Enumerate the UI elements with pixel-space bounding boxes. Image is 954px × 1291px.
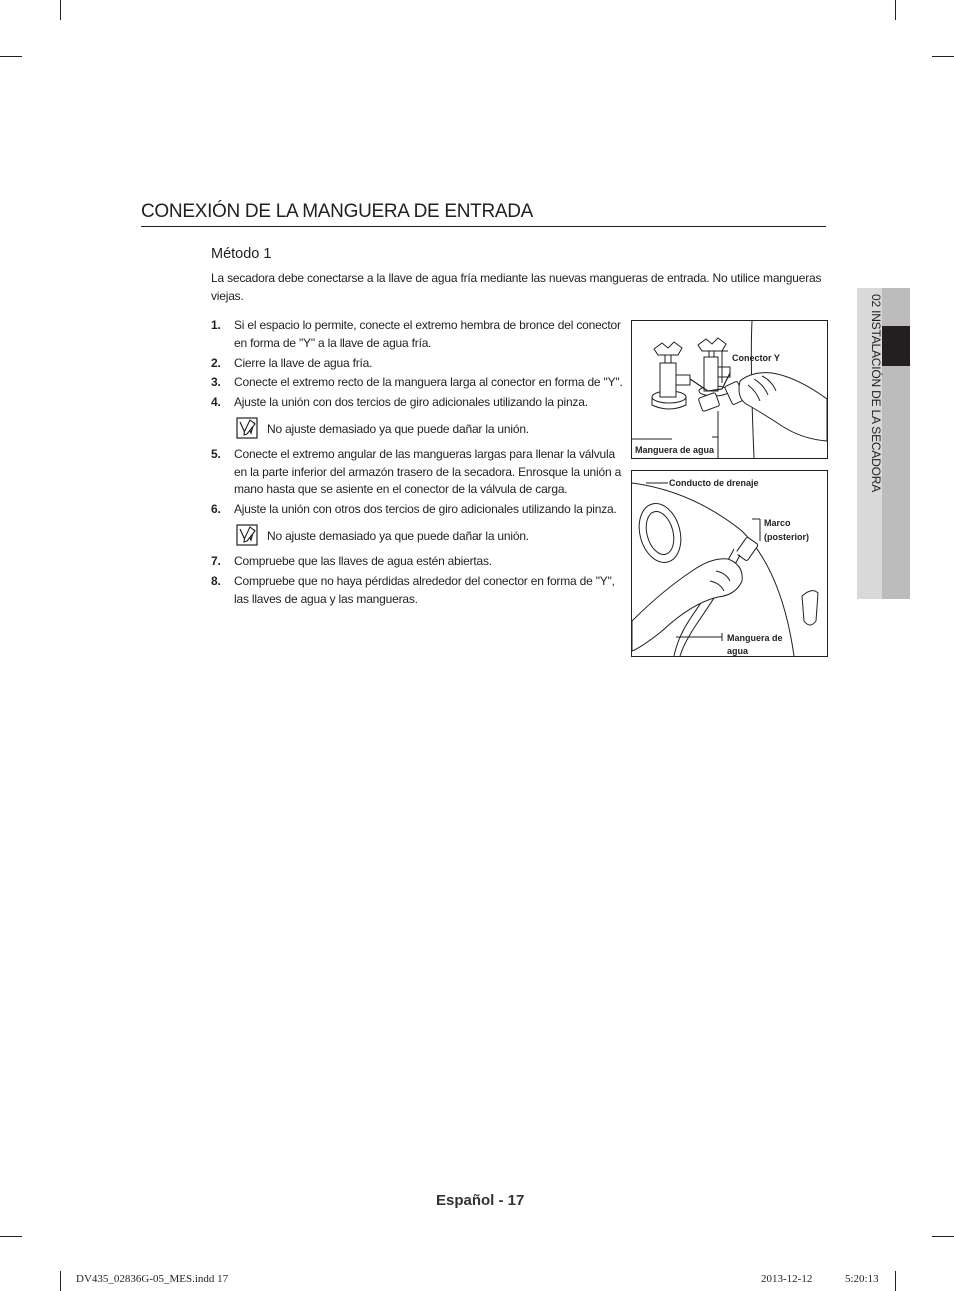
crop-mark (932, 1236, 954, 1237)
crop-mark (932, 56, 954, 57)
section-title: CONEXIÓN DE LA MANGUERA DE ENTRADA (141, 201, 826, 227)
step-line: Compruebe que no haya pérdidas alrededor del conector en forma de "Y", (234, 574, 615, 588)
note-text: No ajuste demasiado ya que puede dañar la unión. (267, 529, 529, 543)
intro-paragraph: La secadora debe conectarse a la llave de agua fría mediante las nuevas mangueras de entrada. No utilice mangueras viejas. (211, 271, 822, 303)
label-frame-rear: (posterior) (764, 532, 809, 542)
step-text (234, 501, 617, 519)
step-number: 7. (211, 554, 221, 568)
step-number: 1. (211, 318, 221, 332)
label-water-hose-2: Manguera de (727, 633, 783, 643)
step-line: las llaves de agua y las mangueras. (234, 591, 418, 606)
label-water-hose-2b: agua (727, 646, 749, 656)
step-text (234, 553, 492, 571)
step-line: Conecte el extremo angular de las mangueras largas para llenar la válvula (234, 447, 615, 461)
footer-date: 2013-12-12 (761, 1273, 813, 1285)
step-number: 8. (211, 574, 221, 588)
step-text (234, 446, 621, 499)
footer-file: DV435_02836G-05_MES.indd 17 (76, 1273, 229, 1285)
note-pencil-icon (236, 524, 258, 546)
step-line: Conecte el extremo recto de la manguera larga al conector en forma de "Y". (234, 375, 623, 389)
step-line: Ajuste la unión con dos tercios de giro adicionales utilizando la pinza. (234, 395, 588, 409)
label-y-connector: Conector Y (732, 353, 780, 363)
dryer-hose-illustration (632, 471, 827, 656)
figure-y-connector (631, 320, 828, 459)
page-number: Español - 17 (436, 1192, 525, 1209)
crop-mark (895, 0, 896, 20)
step-number: 6. (211, 502, 221, 516)
note-text: No ajuste demasiado ya que puede dañar la unión. (267, 422, 529, 436)
note-pencil-icon (236, 417, 258, 439)
step-line: en forma de "Y" a la llave de agua fría. (234, 335, 432, 350)
method-heading: Método 1 (211, 246, 272, 262)
leader-line (632, 321, 827, 458)
crop-mark (895, 1271, 896, 1291)
step-text (234, 374, 623, 392)
crop-mark (0, 1236, 22, 1237)
step-number: 4. (211, 395, 221, 409)
step-text (234, 355, 372, 373)
step-number: 5. (211, 447, 221, 461)
step-text (234, 573, 615, 608)
step-line: Ajuste la unión con otros dos tercios de giro adicionales utilizando la pinza. (234, 502, 617, 516)
step-line: Cierre la llave de agua fría. (234, 356, 373, 370)
step-line: mano hasta que se asiente en el conector de la válvula de carga. (234, 482, 568, 496)
step-line: Compruebe que las llaves de agua estén abiertas. (234, 554, 492, 568)
label-drain-duct: Conducto de drenaje (669, 478, 759, 488)
chapter-side-tab (857, 288, 910, 599)
crop-mark (0, 56, 22, 57)
footer-time: 5:20:13 (845, 1273, 879, 1285)
figure-dryer-connection (631, 470, 828, 657)
step-number: 2. (211, 356, 221, 370)
side-tab-label: 02 INSTALACIÓN DE LA SECADORA (869, 294, 883, 493)
crop-mark (60, 0, 61, 20)
step-text (234, 317, 621, 352)
side-tab-marker (882, 326, 910, 366)
step-text (234, 394, 588, 412)
step-line: Si el espacio lo permite, conecte el extremo hembra de bronce del conector (234, 318, 621, 332)
step-line: en la parte inferior del armazón trasero de la secadora. Enrosque la unión a (234, 464, 622, 479)
crop-mark (60, 1271, 61, 1291)
label-frame: Marco (764, 518, 791, 528)
label-water-hose: Manguera de agua (635, 445, 715, 455)
step-number: 3. (211, 375, 221, 389)
